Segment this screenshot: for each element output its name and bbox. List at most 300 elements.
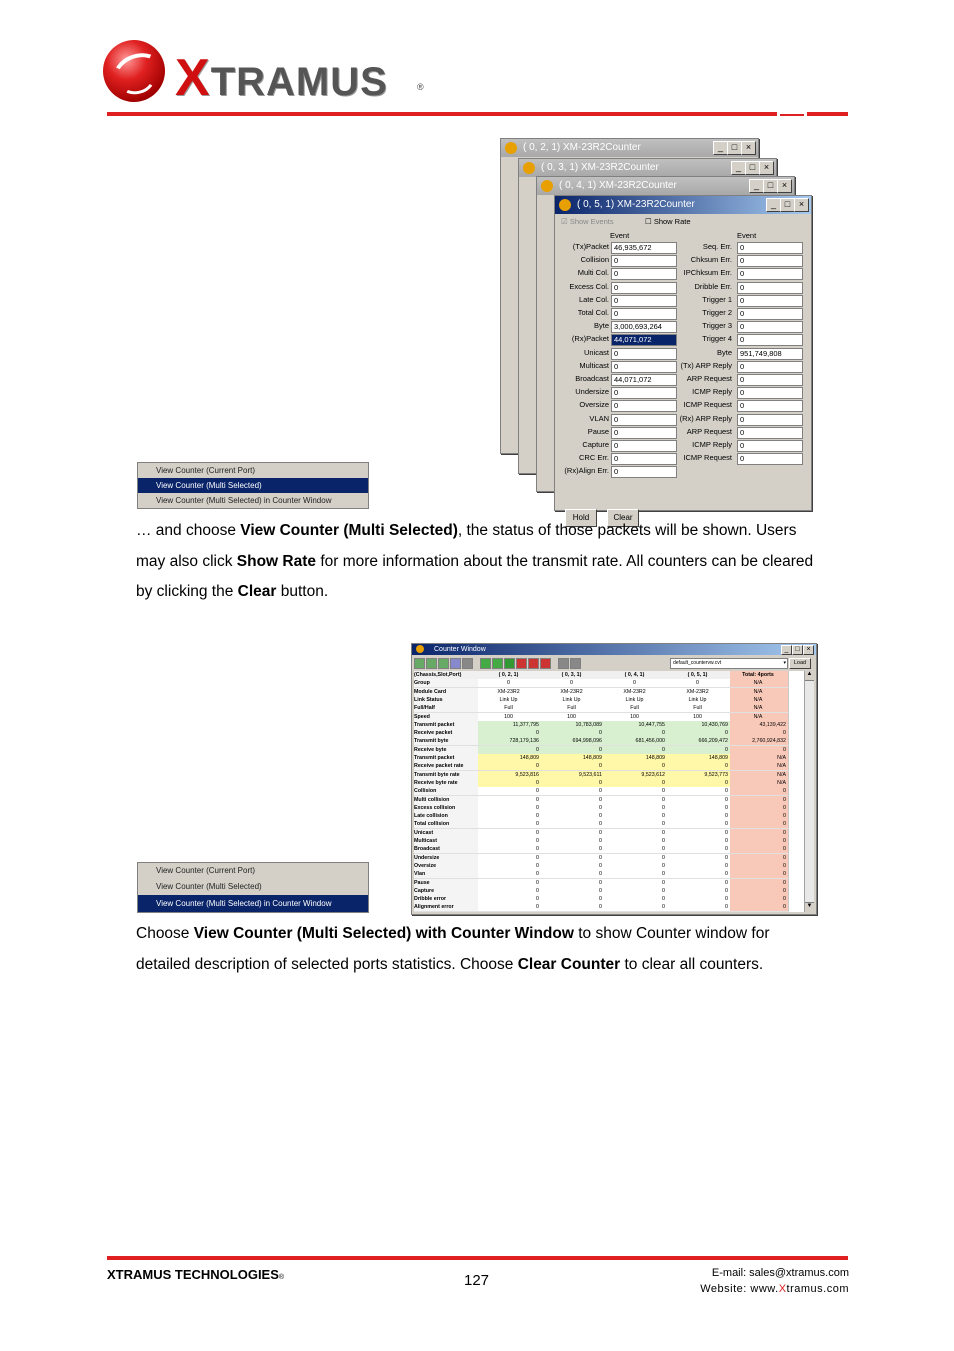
- para2-bold-1: View Counter (Multi Selected) with Counter Window: [193, 925, 574, 942]
- counter-grid-cell: 0: [541, 762, 605, 771]
- counter-grid-cell: 0: [667, 854, 731, 863]
- counter-window-app[interactable]: [411, 643, 817, 915]
- counter-value: 0: [737, 242, 803, 254]
- counter-grid-cell: Collision: [414, 787, 479, 796]
- counter-body: [555, 215, 811, 522]
- counter-grid-cell: Link Up: [478, 696, 542, 705]
- counter-grid-cell: 0: [478, 903, 542, 912]
- para1-text-4: button.: [276, 583, 329, 600]
- toolbar-tool-icon[interactable]: [438, 658, 449, 669]
- counter-grid-cell: Full: [541, 704, 605, 713]
- counter-grid-cell: 0: [541, 854, 605, 863]
- para1-bold-2: Show Rate: [236, 552, 317, 570]
- counter-grid-cell: 0: [541, 804, 605, 813]
- counter-grid-cell: 0: [478, 887, 542, 896]
- counter-grid-cell: 0: [604, 796, 668, 805]
- counter-label: Collision: [580, 255, 609, 265]
- counter-label: Trigger 2: [702, 308, 732, 317]
- counter-grid-cell: Link Up: [667, 696, 731, 705]
- counter-grid-cell: Capture: [414, 887, 479, 896]
- counter-grid-cell: 0: [730, 804, 789, 813]
- counter-label: Total Col.: [577, 308, 609, 317]
- counter-value: 0: [737, 361, 803, 373]
- counter-grid-cell: 0: [730, 870, 789, 879]
- counter-value: 0: [737, 440, 803, 452]
- counter-grid-cell: 0: [730, 903, 789, 912]
- counter-grid-cell: 0: [541, 895, 605, 904]
- counter-grid-cell: Transmit byte: [414, 737, 479, 746]
- menu-item-multi-selected-window[interactable]: View Counter (Multi Selected) in Counter Window: [156, 496, 332, 505]
- counter-label: Seq. Err.: [702, 242, 732, 251]
- event-header-right: Event: [737, 231, 757, 240]
- para1-bold-1: View Counter (Multi Selected): [240, 522, 458, 539]
- counter-grid-cell: 0: [541, 746, 605, 755]
- counter-grid-cell: ( 0, 4, 1): [604, 671, 668, 680]
- counter-window-app-icon: [416, 645, 424, 653]
- header-rule: [107, 112, 777, 116]
- counter-grid-cell: 0: [604, 804, 668, 813]
- counter-value: 0: [737, 321, 803, 333]
- counter-label: Trigger 4: [702, 334, 732, 344]
- counter-grid-cell: 0: [730, 820, 789, 829]
- menu-item-multi-selected-window[interactable]: View Counter (Multi Selected) in Counter Window: [138, 895, 368, 912]
- counter-value: 0: [737, 427, 803, 439]
- counter-grid-cell: 0: [667, 870, 731, 879]
- counter-grid-cell: N/A: [730, 754, 789, 763]
- counter-grid-cell: 100: [478, 713, 542, 722]
- counter-grid-cell: 0: [730, 837, 789, 846]
- header-rule-right: [807, 112, 848, 116]
- paragraph-2: [136, 919, 826, 980]
- counter-grid-cell: 0: [541, 787, 605, 796]
- counter-grid-cell: 0: [478, 787, 542, 796]
- counter-grid-cell: 0: [730, 787, 789, 796]
- counter-grid-cell: 0: [667, 762, 731, 771]
- menu-item-multi-selected[interactable]: View Counter (Multi Selected): [138, 478, 368, 493]
- counter-value: 0: [611, 440, 677, 452]
- counter-grid-cell: 0: [604, 779, 668, 788]
- counter-label: IPChksum Err.: [683, 268, 732, 278]
- counter-value: 0: [737, 282, 803, 294]
- counter-grid-cell: Alignment error: [414, 903, 479, 912]
- counter-grid-cell: Pause: [414, 879, 479, 888]
- counter-grid-cell: 9,523,612: [604, 771, 668, 780]
- counter-label: Late Col.: [578, 294, 609, 304]
- counter-grid-cell: 0: [541, 796, 605, 805]
- para2-bold-2: Clear Counter: [517, 955, 621, 973]
- counter-grid-cell: 0: [541, 829, 605, 838]
- logo-registered: ®: [417, 82, 424, 92]
- counter-grid-cell: XM-23R2: [541, 688, 605, 697]
- counter-value: 0: [611, 308, 677, 320]
- counter-grid-cell: 0: [478, 829, 542, 838]
- maximize-icon[interactable]: □: [792, 645, 803, 655]
- para2-text-2: to show Counter window for detailed description of selected ports statistics. Choose: [136, 925, 770, 973]
- counter-grid-cell: Total collision: [414, 820, 479, 829]
- counter-grid-cell: 0: [478, 679, 542, 688]
- counter-grid-cell: Link Up: [541, 696, 605, 705]
- logo-x: X: [175, 49, 211, 107]
- show-events-label: Show Events: [569, 217, 614, 226]
- counter-window-title: ( 0, 5, 1) XM-23R2Counter: [577, 199, 695, 210]
- counter-grid-cell: Excess collision: [414, 804, 479, 813]
- counter-grid-cell: 0: [604, 887, 668, 896]
- toolbar-tool-icon[interactable]: [540, 658, 551, 669]
- counter-label: ICMP Request: [683, 453, 732, 463]
- counter-grid-cell: 0: [667, 729, 731, 738]
- counter-label: Broadcast: [575, 374, 609, 383]
- context-menu-2: [137, 862, 369, 913]
- counter-grid-cell: 148,809: [667, 754, 731, 763]
- counter-label: Chksum Err.: [690, 255, 732, 265]
- counter-grid-cell: N/A: [730, 679, 789, 688]
- counter-grid-cell: 0: [478, 804, 542, 813]
- minimize-icon[interactable]: _: [713, 141, 728, 155]
- counter-label: Oversize: [579, 400, 609, 410]
- toolbar-tool-icon[interactable]: [492, 658, 503, 669]
- menu-item-multi-selected[interactable]: View Counter (Multi Selected): [156, 882, 262, 891]
- footer-company-name: XTRAMUS TECHNOLOGIES: [107, 1267, 279, 1282]
- counter-grid-cell: 0: [604, 820, 668, 829]
- counter-grid-cell: 0: [730, 796, 789, 805]
- para1-text-1: … and choose: [136, 522, 241, 539]
- toolbar-tool-icon[interactable]: [450, 658, 461, 669]
- counter-value: 44,071,072: [611, 334, 677, 346]
- counter-grid-cell: Receive packet rate: [414, 762, 479, 771]
- counter-grid-cell: 10,430,769: [667, 721, 731, 730]
- context-menu-1: [137, 462, 369, 509]
- counter-grid-cell: Dribble error: [414, 895, 479, 904]
- counter-grid-cell: 0: [478, 746, 542, 755]
- counter-grid-cell: N/A: [730, 696, 789, 705]
- counter-grid-cell: Transmit byte rate: [414, 771, 479, 780]
- counter-value: 0: [737, 268, 803, 280]
- close-icon[interactable]: ×: [759, 161, 774, 175]
- counter-grid-cell: 0: [667, 746, 731, 755]
- minimize-icon[interactable]: _: [731, 161, 746, 175]
- counter-label: ARP Request: [686, 426, 732, 436]
- counter-label: ICMP Request: [683, 400, 732, 410]
- para2-text-1: Choose: [136, 925, 194, 942]
- toolbar-tool-icon[interactable]: [426, 658, 437, 669]
- counter-grid-cell: 0: [730, 829, 789, 838]
- counter-grid-cell: 148,809: [478, 754, 542, 763]
- counter-grid-cell: ( 0, 2, 1): [478, 671, 542, 680]
- counter-grid-cell: 0: [541, 779, 605, 788]
- counter-grid-cell: Transmit packet: [414, 721, 479, 730]
- counter-grid-cell: 0: [667, 837, 731, 846]
- counter-label: Pause: [587, 426, 609, 436]
- minimize-icon[interactable]: _: [781, 645, 792, 655]
- counter-grid-cell: 148,809: [604, 754, 668, 763]
- maximize-icon[interactable]: □: [745, 161, 760, 175]
- counter-grid-cell: 728,179,136: [478, 737, 542, 746]
- counter-value: 0: [611, 427, 677, 439]
- counter-value: 3,000,693,264: [611, 321, 677, 333]
- counter-grid-cell: 0: [604, 746, 668, 755]
- footer-rule: [107, 1256, 848, 1260]
- counter-grid-cell: XM-23R2: [604, 688, 668, 697]
- counter-grid-cell: 0: [541, 729, 605, 738]
- counter-value: 0: [611, 295, 677, 307]
- counter-label: Byte: [716, 347, 732, 357]
- counter-label: Unicast: [583, 347, 609, 357]
- counter-label: Byte: [593, 321, 609, 331]
- maximize-icon[interactable]: □: [763, 179, 778, 193]
- counter-grid-cell: 2,760,924,832: [730, 737, 789, 746]
- chevron-down-icon: ▾: [783, 660, 786, 666]
- counter-grid-cell: 0: [604, 862, 668, 871]
- show-events-checkbox[interactable]: ☑ Show Events: [561, 217, 614, 226]
- counter-grid-cell: 0: [604, 729, 668, 738]
- counter-grid-cell: 0: [604, 854, 668, 863]
- para1-text-2: , the status of those packets will be shown. Users may also click: [136, 522, 797, 570]
- menu-item-current-port[interactable]: View Counter (Current Port): [156, 866, 255, 875]
- page-number: 127: [464, 1272, 490, 1289]
- counter-label: ICMP Reply: [692, 387, 732, 397]
- counter-label: Undersize: [575, 387, 609, 397]
- clear-button[interactable]: Clear: [607, 509, 639, 527]
- scroll-down-icon[interactable]: ▼: [805, 902, 814, 912]
- website-prefix: Website: www.: [700, 1283, 779, 1295]
- counter-label: (Tx) ARP Reply: [680, 360, 732, 370]
- counter-grid-cell: 0: [730, 895, 789, 904]
- counter-value: 0: [611, 400, 677, 412]
- counter-grid-cell: 0: [604, 812, 668, 821]
- counter-grid-cell: Link Status: [414, 696, 479, 705]
- counter-grid-cell: 0: [478, 879, 542, 888]
- toolbar-tool-icon[interactable]: [516, 658, 527, 669]
- counter-grid-cell: 148,809: [541, 754, 605, 763]
- counter-grid-cell: 0: [541, 679, 605, 688]
- counter-value: 0: [737, 255, 803, 267]
- counter-grid-cell: 0: [604, 762, 668, 771]
- counter-grid-cell: 0: [667, 812, 731, 821]
- counter-app-icon: [559, 199, 571, 211]
- counter-value: 0: [737, 400, 803, 412]
- counter-grid-cell: 0: [478, 729, 542, 738]
- counter-grid-cell: 9,523,611: [541, 771, 605, 780]
- toolbar-tool-icon[interactable]: [528, 658, 539, 669]
- counter-grid-cell: 0: [541, 820, 605, 829]
- counter-grid-cell: 0: [667, 879, 731, 888]
- counter-value: 0: [611, 453, 677, 465]
- counter-grid-cell: 0: [667, 679, 731, 688]
- counter-grid-cell: 0: [478, 854, 542, 863]
- counter-grid-cell: 0: [478, 845, 542, 854]
- counter-grid-cell: ( 0, 5, 1): [667, 671, 731, 680]
- counter-grid-cell: Full: [478, 704, 542, 713]
- counter-grid-cell: Full: [604, 704, 668, 713]
- para1-text-3: for more information about the transmit rate. All counters can be cleared by clicking the: [136, 552, 814, 600]
- logo-rest: TRAMUS: [210, 60, 388, 104]
- scroll-up-icon[interactable]: ▲: [805, 671, 814, 681]
- counter-grid-cell: 0: [667, 887, 731, 896]
- counter-grid-cell: XM-23R2: [667, 688, 731, 697]
- counter-grid-cell: 0: [604, 845, 668, 854]
- counter-value: 0: [611, 268, 677, 280]
- counter-grid-cell: Multi collision: [414, 796, 479, 805]
- counter-grid-cell: Vlan: [414, 870, 479, 879]
- counter-grid-cell: 0: [730, 812, 789, 821]
- counter-value: 951,749,808: [737, 348, 803, 360]
- hold-button[interactable]: Hold: [565, 509, 597, 527]
- counter-window-title: ( 0, 2, 1) XM-23R2Counter: [523, 142, 641, 153]
- counter-value: 44,071,072: [611, 374, 677, 386]
- counter-value: 0: [611, 255, 677, 267]
- counter-value: 0: [611, 361, 677, 373]
- counter-value: 0: [611, 414, 677, 426]
- counter-grid-cell: Speed: [414, 713, 479, 722]
- counter-grid-cell: Total: 4ports: [730, 671, 789, 680]
- counter-grid-cell: N/A: [730, 771, 789, 780]
- counter-grid-cell: 0: [604, 895, 668, 904]
- counter-label: Capture: [582, 440, 609, 449]
- minimize-icon[interactable]: _: [766, 198, 781, 212]
- counter-value: 0: [737, 453, 803, 465]
- counter-window-toolbar: [414, 657, 812, 670]
- counter-grid-cell: 0: [667, 796, 731, 805]
- counter-grid-cell: 0: [478, 862, 542, 871]
- logo-ball-icon: [103, 40, 165, 102]
- close-icon[interactable]: ×: [794, 198, 809, 212]
- toolbar-tool-icon[interactable]: [414, 658, 425, 669]
- counter-value: 0: [611, 387, 677, 399]
- counter-label: Trigger 3: [702, 321, 732, 331]
- counter-grid-cell: 0: [478, 812, 542, 821]
- counter-label: Multi Col.: [577, 268, 609, 278]
- counter-grid-cell: 0: [478, 762, 542, 771]
- counter-grid-cell: 0: [541, 845, 605, 854]
- counter-grid-cell: 0: [730, 879, 789, 888]
- counter-grid-cell: 10,447,755: [604, 721, 668, 730]
- close-icon[interactable]: ×: [741, 141, 756, 155]
- counter-label: Dribble Err.: [694, 281, 732, 291]
- counter-grid-cell: 9,523,773: [667, 771, 731, 780]
- toolbar-tool-icon[interactable]: [480, 658, 491, 669]
- counter-grid-cell: Undersize: [414, 854, 479, 863]
- counter-grid-cell: 0: [667, 804, 731, 813]
- counter-grid-cell: N/A: [730, 713, 789, 722]
- maximize-icon[interactable]: □: [727, 141, 742, 155]
- minimize-icon[interactable]: _: [749, 179, 764, 193]
- counter-grid-cell: (Chassis,Slot,Port): [414, 671, 479, 680]
- counter-grid-cell: 0: [604, 879, 668, 888]
- counter-grid-cell: 0: [541, 903, 605, 912]
- footer-website: [700, 1283, 849, 1295]
- event-header-left: Event: [610, 231, 630, 240]
- website-x: X: [778, 1283, 787, 1295]
- counter-grid-cell: 0: [667, 903, 731, 912]
- counter-label: VLAN: [589, 413, 609, 423]
- show-rate-checkbox[interactable]: ☐ Show Rate: [645, 217, 691, 226]
- toolbar-tool-icon[interactable]: [504, 658, 515, 669]
- counter-grid-cell: Broadcast: [414, 845, 479, 854]
- counter-grid-cell: 11,377,795: [478, 721, 542, 730]
- maximize-icon[interactable]: □: [780, 198, 795, 212]
- counter-grid-cell: 0: [541, 887, 605, 896]
- close-icon[interactable]: ×: [777, 179, 792, 193]
- counter-value: 0: [737, 374, 803, 386]
- counter-grid-cell: 0: [730, 845, 789, 854]
- counter-grid-cell: Group: [414, 679, 479, 688]
- counter-grid-cell: 100: [667, 713, 731, 722]
- counter-app-icon: [541, 180, 553, 192]
- website-suffix: tramus.com: [786, 1283, 849, 1295]
- counter-grid-cell: N/A: [730, 688, 789, 697]
- counter-grid-cell: 100: [604, 713, 668, 722]
- counter-grid-cell: XM-23R2: [478, 688, 542, 697]
- counter-grid-cell: Receive packet: [414, 729, 479, 738]
- counter-label: Multicast: [579, 360, 609, 370]
- file-select[interactable]: [670, 658, 788, 669]
- counter-grid-cell: 681,456,000: [604, 737, 668, 746]
- file-select-value: default_countervw.cvt: [673, 660, 722, 666]
- vertical-scrollbar[interactable]: [804, 671, 814, 912]
- toolbar-tool-icon[interactable]: [558, 658, 569, 669]
- counter-grid-cell: 0: [604, 837, 668, 846]
- counter-grid-cell: 0: [604, 829, 668, 838]
- show-rate-label: Show Rate: [653, 217, 691, 226]
- counter-grid-cell: 0: [730, 729, 789, 738]
- counter-label: (Rx)Packet: [571, 334, 609, 344]
- counter-label: Excess Col.: [569, 281, 609, 291]
- menu-item-current-port[interactable]: View Counter (Current Port): [156, 466, 255, 475]
- counter-grid-cell: 0: [730, 854, 789, 863]
- counter-grid-cell: 0: [541, 870, 605, 879]
- counter-grid-cell: 0: [604, 679, 668, 688]
- counter-value: 0: [737, 387, 803, 399]
- counter-grid-cell: Full: [667, 704, 731, 713]
- logo-text: [175, 48, 388, 108]
- load-button[interactable]: Load: [789, 658, 811, 669]
- close-icon[interactable]: ×: [803, 645, 814, 655]
- counter-grid-cell: 0: [730, 887, 789, 896]
- counter-value: 0: [737, 308, 803, 320]
- counter-value: 0: [737, 414, 803, 426]
- counter-grid-cell: 0: [667, 845, 731, 854]
- footer-registered: ®: [278, 1274, 285, 1281]
- counter-value: 0: [737, 295, 803, 307]
- counter-grid-cell: 0: [541, 879, 605, 888]
- para2-text-3: to clear all counters.: [620, 955, 764, 973]
- counter-grid-cell: 0: [667, 862, 731, 871]
- counter-grid-cell: 100: [541, 713, 605, 722]
- counter-grid-cell: 0: [667, 820, 731, 829]
- counter-grid-cell: Late collision: [414, 812, 479, 821]
- counter-grid-cell: 694,998,096: [541, 737, 605, 746]
- counter-grid-cell: Module Card: [414, 688, 479, 697]
- toolbar-tool-icon[interactable]: [570, 658, 581, 669]
- counter-grid-cell: ( 0, 3, 1): [541, 671, 605, 680]
- counter-grid-cell: 0: [478, 837, 542, 846]
- counter-value: 0: [611, 348, 677, 360]
- counter-grid-cell: 0: [604, 787, 668, 796]
- counter-window-front[interactable]: [554, 195, 812, 522]
- counter-grid: [414, 671, 804, 912]
- counter-grid-cell: 0: [730, 746, 789, 755]
- counter-value: 0: [737, 334, 803, 346]
- counter-grid-cell: 0: [478, 820, 542, 829]
- counter-window-title: ( 0, 4, 1) XM-23R2Counter: [559, 180, 677, 191]
- toolbar-tool-icon[interactable]: [462, 658, 473, 669]
- counter-grid-cell: 10,783,089: [541, 721, 605, 730]
- counter-grid-cell: 0: [604, 870, 668, 879]
- counter-grid-cell: Oversize: [414, 862, 479, 871]
- counter-grid-cell: Multicast: [414, 837, 479, 846]
- counter-app-icon: [505, 142, 517, 154]
- counter-label: Trigger 1: [702, 294, 732, 304]
